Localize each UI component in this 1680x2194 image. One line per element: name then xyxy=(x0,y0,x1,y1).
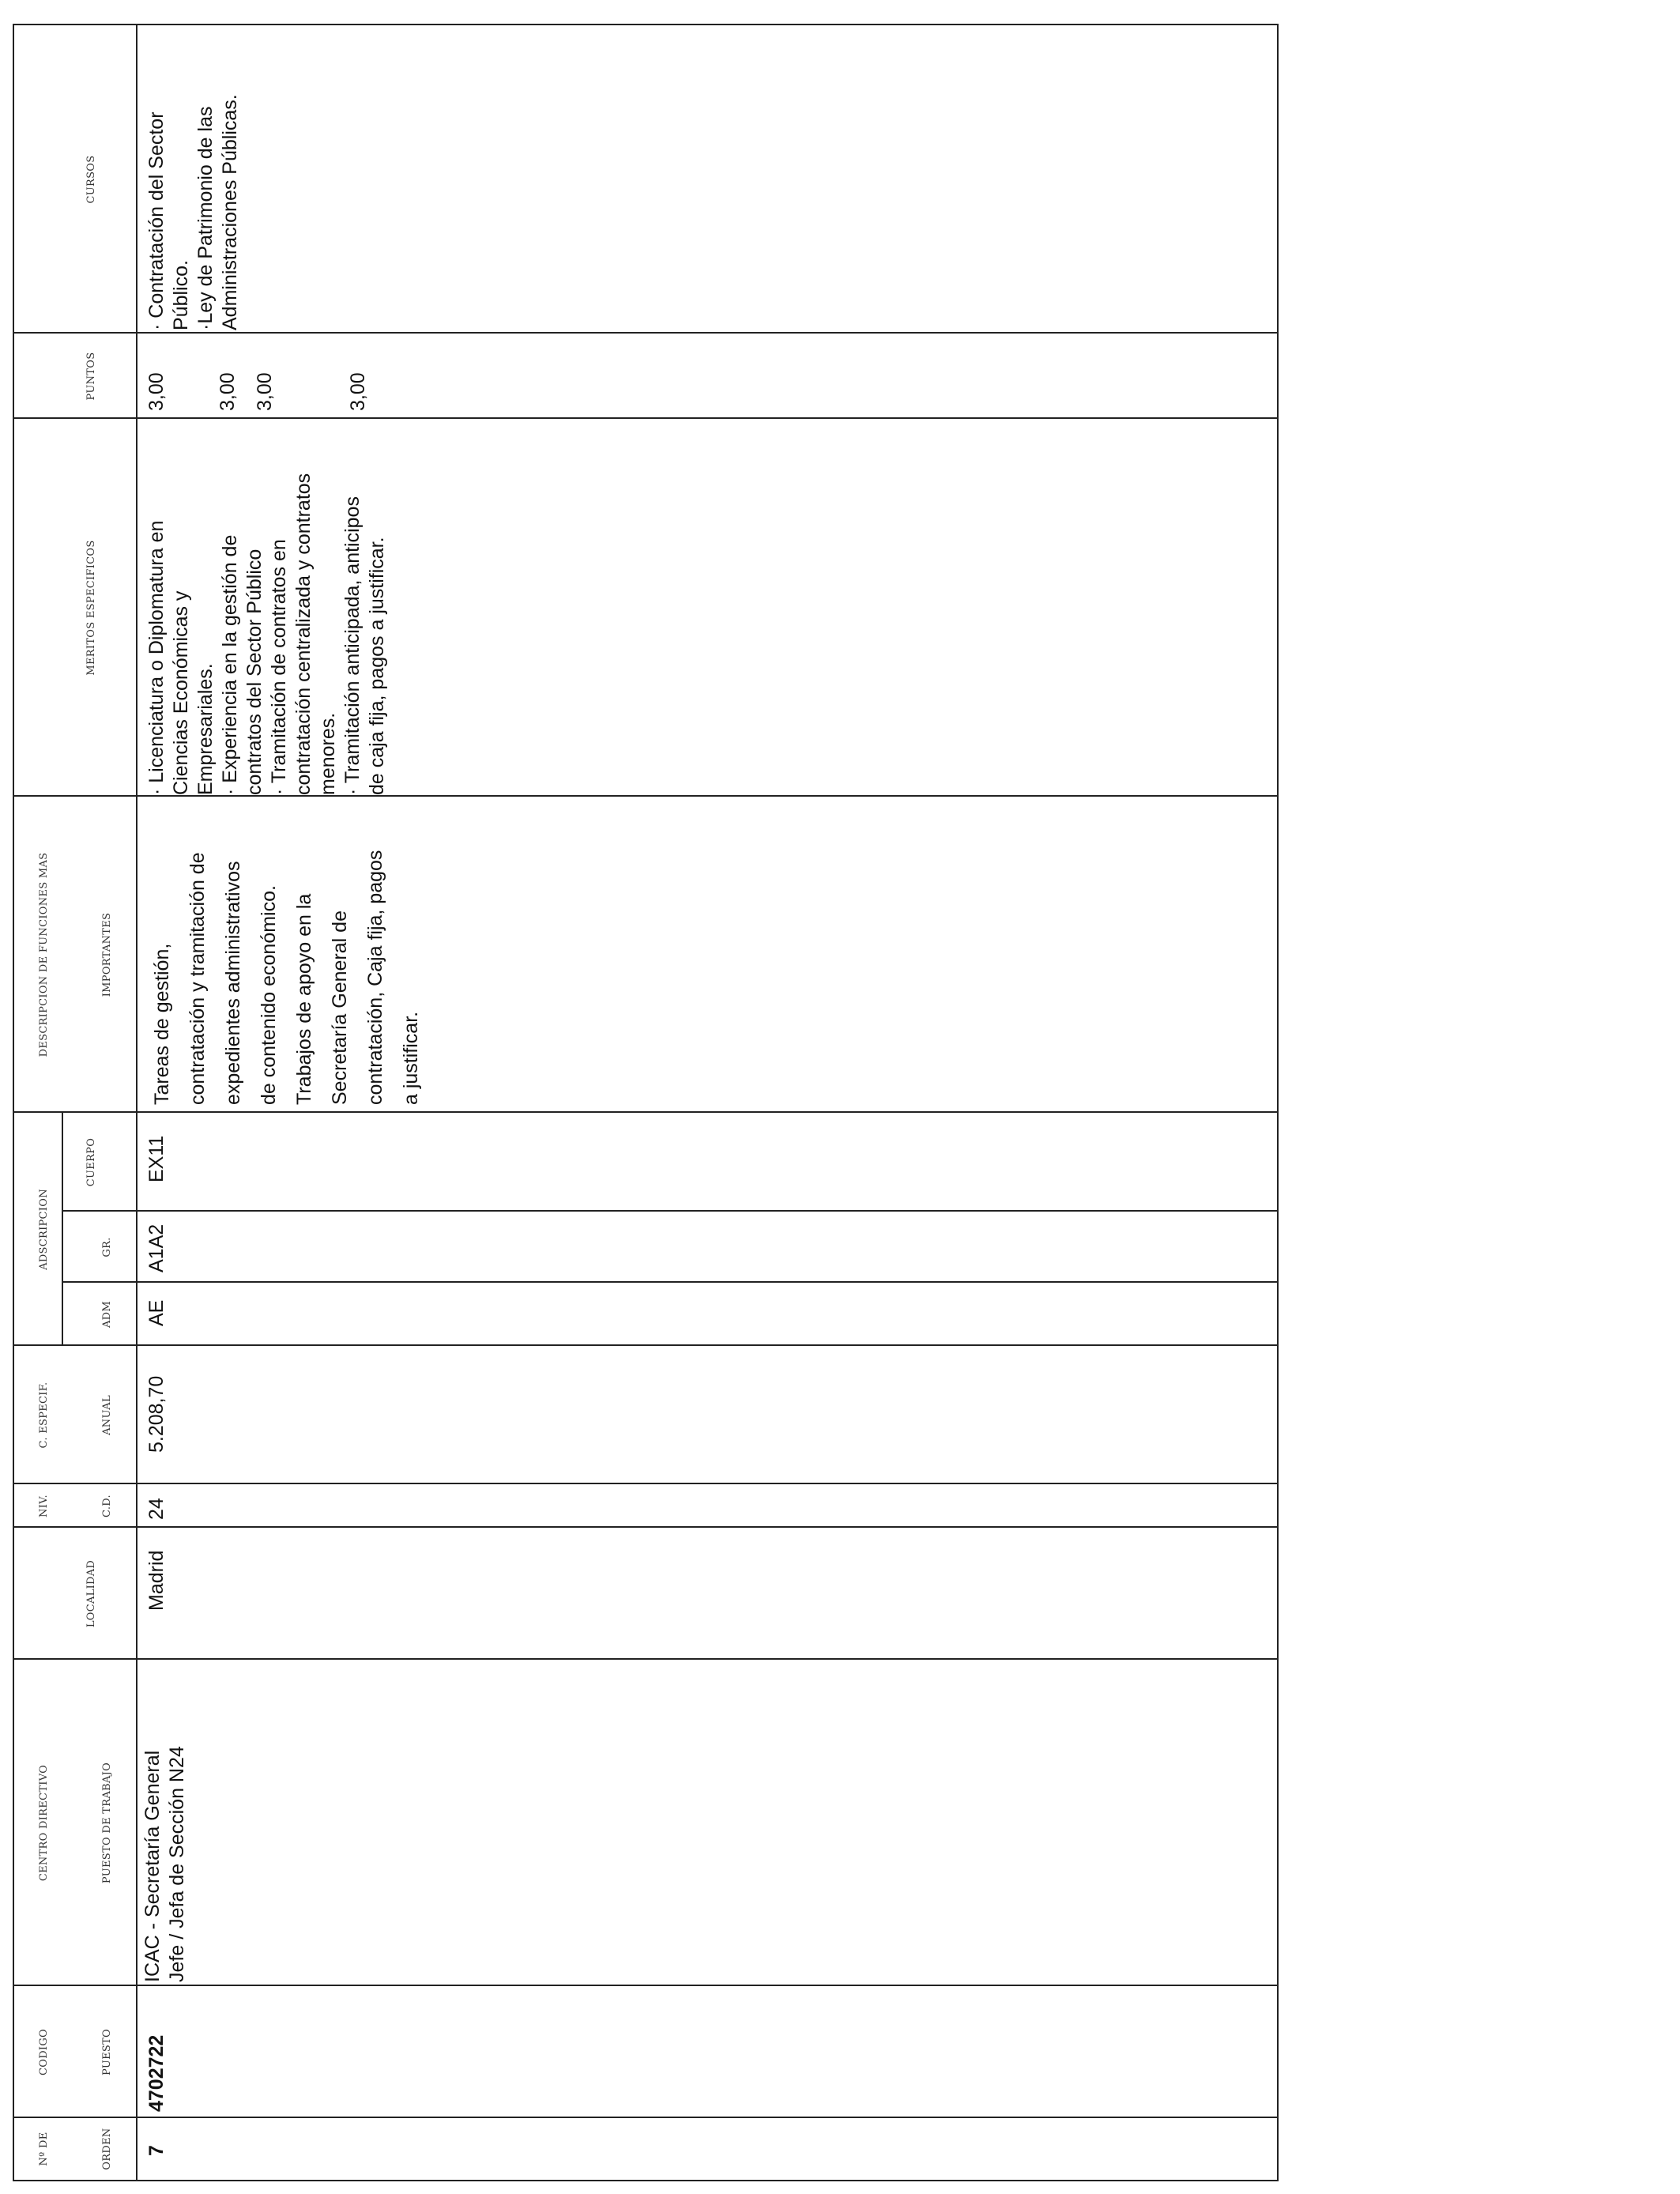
job-table xyxy=(13,24,1279,2181)
cell-adm: AE xyxy=(145,1299,168,1326)
cell-puesto: ICAC - Secretaría General Jefe / Jefa de Sección N24 xyxy=(141,1746,188,1982)
header-orden-top: Nº DE xyxy=(38,2132,50,2166)
col-divider xyxy=(14,1658,1277,1660)
cell-cuerpo: EX11 xyxy=(145,1135,168,1182)
cell-puntos-4: 3,00 xyxy=(347,372,369,411)
cell-gr: A1A2 xyxy=(145,1223,168,1272)
col-divider xyxy=(14,1111,1277,1113)
rotated-page xyxy=(0,22,1280,2194)
adscripcion-subdivider xyxy=(62,1113,63,1346)
header-divider xyxy=(136,25,137,2180)
col-divider xyxy=(14,1985,1277,1986)
header-centro-bottom: PUESTO DE TRABAJO xyxy=(101,1762,113,1884)
col-divider xyxy=(62,1281,1277,1283)
cell-puntos-1: 3,00 xyxy=(145,372,168,411)
header-puntos: PUNTOS xyxy=(85,352,97,401)
header-niv-top: NIV. xyxy=(38,1495,50,1517)
header-localidad: LOCALIDAD xyxy=(85,1559,97,1628)
cell-funciones: Tareas de gestión, contratación y tramitación de expedientes administrativos de contenido económico. Trabajos de apoyo en la Secretaría General de contratación, Caja fija, pagos a justificar. xyxy=(151,850,422,1105)
col-divider xyxy=(14,332,1277,334)
header-funciones-top: DESCRIPCION DE FUNCIONES MAS xyxy=(38,852,50,1057)
header-centro-top: CENTRO DIRECTIVO xyxy=(38,1764,50,1882)
header-gr: GR. xyxy=(101,1237,113,1257)
cell-orden: 7 xyxy=(145,2145,168,2156)
header-niv-bottom: C.D. xyxy=(101,1495,113,1517)
cell-codigo: 4702722 xyxy=(145,2034,168,2112)
header-orden-bottom: ORDEN xyxy=(101,2128,113,2170)
header-cesp-top: C. ESPECIF. xyxy=(38,1382,50,1449)
header-funciones-bottom: IMPORTANTES xyxy=(101,912,113,997)
col-divider xyxy=(14,1344,1277,1346)
col-divider xyxy=(62,1210,1277,1212)
cell-meritos: · Licenciatura o Diplomatura en Ciencias Económicas y Empresariales. · Experiencia en la gestión de contratos del Sector Público · Tramitación de contratos en contratación centralizada y contratos menores. · Tramitación anticipada, anticipos de caja fija, pagos a justificar. xyxy=(145,473,388,795)
cell-localidad: Madrid xyxy=(145,1550,168,1611)
col-divider xyxy=(14,1526,1277,1528)
header-meritos: MERITOS ESPECIFICOS xyxy=(85,540,97,676)
header-cursos: CURSOS xyxy=(85,155,97,204)
col-divider xyxy=(14,2117,1277,2118)
col-divider xyxy=(14,1483,1277,1484)
cell-puntos-3: 3,00 xyxy=(254,372,276,411)
cell-puntos-2: 3,00 xyxy=(217,372,239,411)
header-cuerpo: CUERPO xyxy=(85,1137,97,1187)
header-codigo-bottom: PUESTO xyxy=(101,2029,113,2075)
header-cesp-bottom: ANUAL xyxy=(101,1395,113,1435)
cell-nivel: 24 xyxy=(145,1498,168,1520)
cell-complemento: 5.208,70 xyxy=(145,1375,168,1453)
header-adscripcion: ADSCRIPCION xyxy=(38,1189,50,1270)
header-adm: ADM xyxy=(101,1300,113,1329)
header-codigo-top: CODIGO xyxy=(38,2029,50,2076)
cell-cursos: · Contratación del Sector Público. ·Ley de Patrimonio de las Administraciones Públicas. xyxy=(145,94,241,330)
